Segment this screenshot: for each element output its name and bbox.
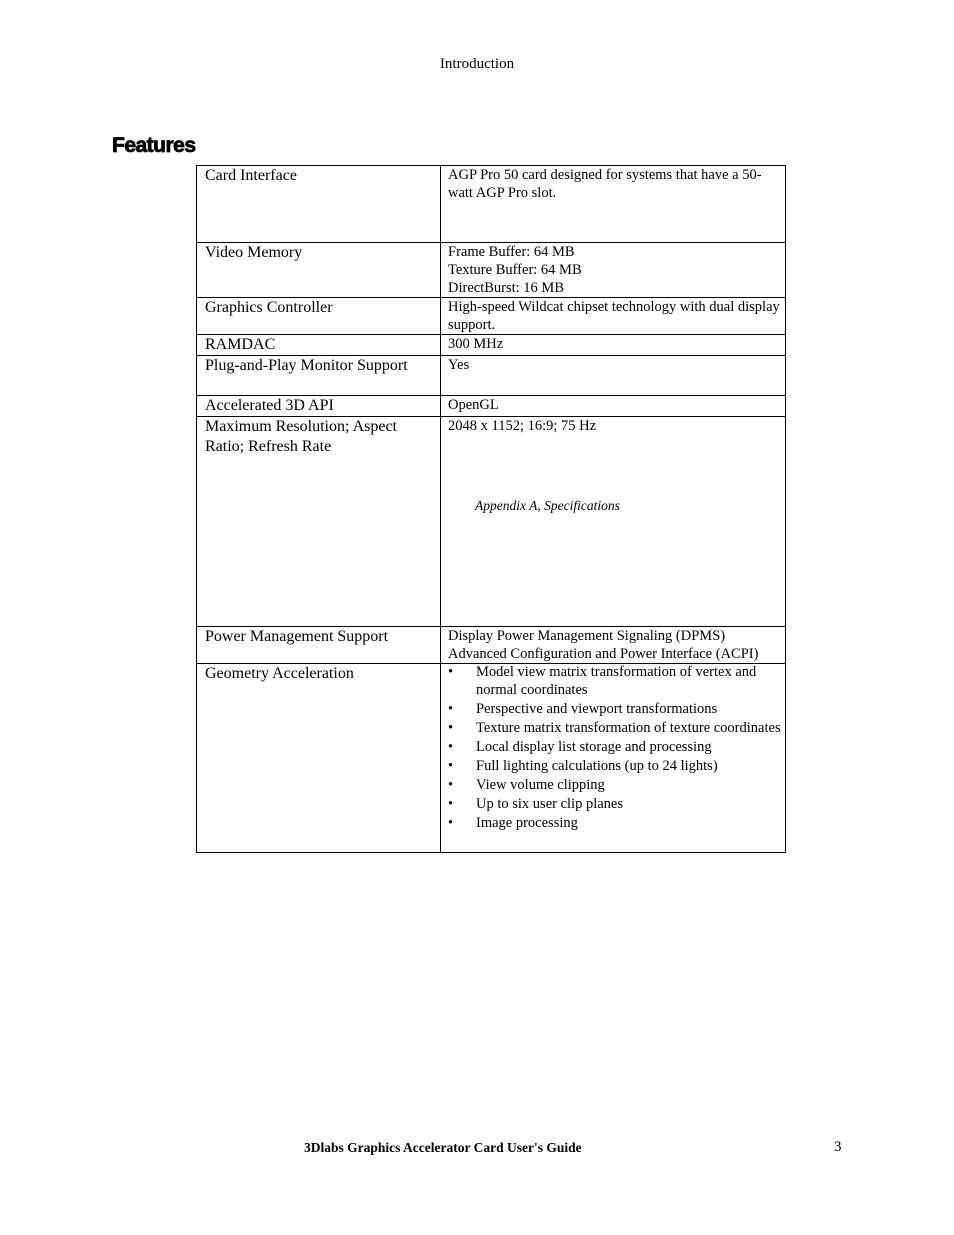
bullet-icon: • — [448, 814, 454, 831]
list-item-text: Up to six user clip planes — [476, 795, 623, 812]
table-row — [197, 664, 786, 853]
value-line: Yes — [448, 357, 470, 373]
feature-value — [441, 664, 786, 853]
table-row — [197, 166, 786, 243]
page-number: 3 — [834, 1139, 842, 1155]
feature-value — [441, 417, 786, 627]
feature-label: Plug-and-Play Monitor Support — [197, 356, 441, 396]
value-line: 300 MHz — [448, 336, 504, 352]
bullet-icon: • — [448, 757, 454, 774]
list-item-text: Model view matrix transformation of vertex and normal coordinates — [476, 664, 757, 698]
value-line: Texture Buffer: 64 MB — [448, 262, 582, 278]
bullet-icon: • — [448, 719, 454, 736]
list-item-text: Perspective and viewport transformations — [476, 700, 718, 717]
list-item — [448, 739, 781, 757]
value-line: DirectBurst: 16 MB — [448, 280, 564, 296]
list-item — [448, 796, 781, 814]
bullet-icon: • — [448, 700, 454, 717]
feature-label: Graphics Controller — [197, 298, 441, 335]
list-item — [448, 815, 781, 833]
list-item-text: Local display list storage and processing — [476, 738, 712, 755]
table-row — [197, 627, 786, 664]
feature-label: Geometry Acceleration — [197, 664, 441, 853]
feature-value — [441, 166, 786, 243]
list-item-text: Image processing — [476, 814, 578, 831]
list-item — [448, 758, 781, 776]
bullet-icon: • — [448, 795, 454, 812]
feature-value — [441, 627, 786, 664]
feature-label: Video Memory — [197, 243, 441, 298]
footer-title: 3Dlabs Graphics Accelerator Card User's Guide — [304, 1140, 582, 1155]
feature-value — [441, 243, 786, 298]
feature-label: Power Management Support — [197, 627, 441, 664]
list-item — [448, 701, 781, 719]
value-line: OpenGL — [448, 397, 499, 413]
table-row — [197, 396, 786, 417]
feature-value — [441, 335, 786, 356]
feature-label: Accelerated 3D API — [197, 396, 441, 417]
list-item-text: Full lighting calculations (up to 24 lights) — [476, 757, 718, 774]
table-row — [197, 243, 786, 298]
feature-label: Card Interface — [197, 166, 441, 243]
list-item — [448, 664, 781, 699]
section-title: Features — [112, 134, 196, 157]
feature-label: Maximum Resolution; Aspect Ratio; Refresh Rate — [197, 417, 441, 627]
table-row — [197, 417, 786, 627]
running-head: Introduction — [439, 56, 515, 72]
value-line: Frame Buffer: 64 MB — [448, 244, 575, 260]
feature-label: RAMDAC — [197, 335, 441, 356]
feature-value — [441, 396, 786, 417]
spec-reference-note: Appendix A, Specifications — [475, 498, 620, 513]
value-line: 2048 x 1152; 16:9; 75 Hz — [448, 418, 597, 434]
bullet-icon: • — [448, 776, 454, 793]
list-item — [448, 720, 781, 738]
features-table — [196, 165, 786, 853]
table-row — [197, 298, 786, 335]
value-line: Display Power Management Signaling (DPMS) — [448, 628, 726, 644]
list-item-text: Texture matrix transformation of texture coordinates — [476, 719, 781, 736]
geometry-bullet-list — [448, 664, 781, 832]
value-line: High-speed Wildcat chipset technology with dual display support. — [448, 299, 780, 333]
table-row — [197, 335, 786, 356]
list-item — [448, 777, 781, 795]
feature-value — [441, 356, 786, 396]
list-item-text: View volume clipping — [476, 776, 605, 793]
value-line: Advanced Configuration and Power Interface (ACPI) — [448, 646, 759, 662]
feature-value — [441, 298, 786, 335]
bullet-icon: • — [448, 664, 454, 680]
value-line: AGP Pro 50 card designed for systems that have a 50-watt AGP Pro slot. — [448, 167, 762, 201]
table-row — [197, 356, 786, 396]
bullet-icon: • — [448, 738, 454, 755]
